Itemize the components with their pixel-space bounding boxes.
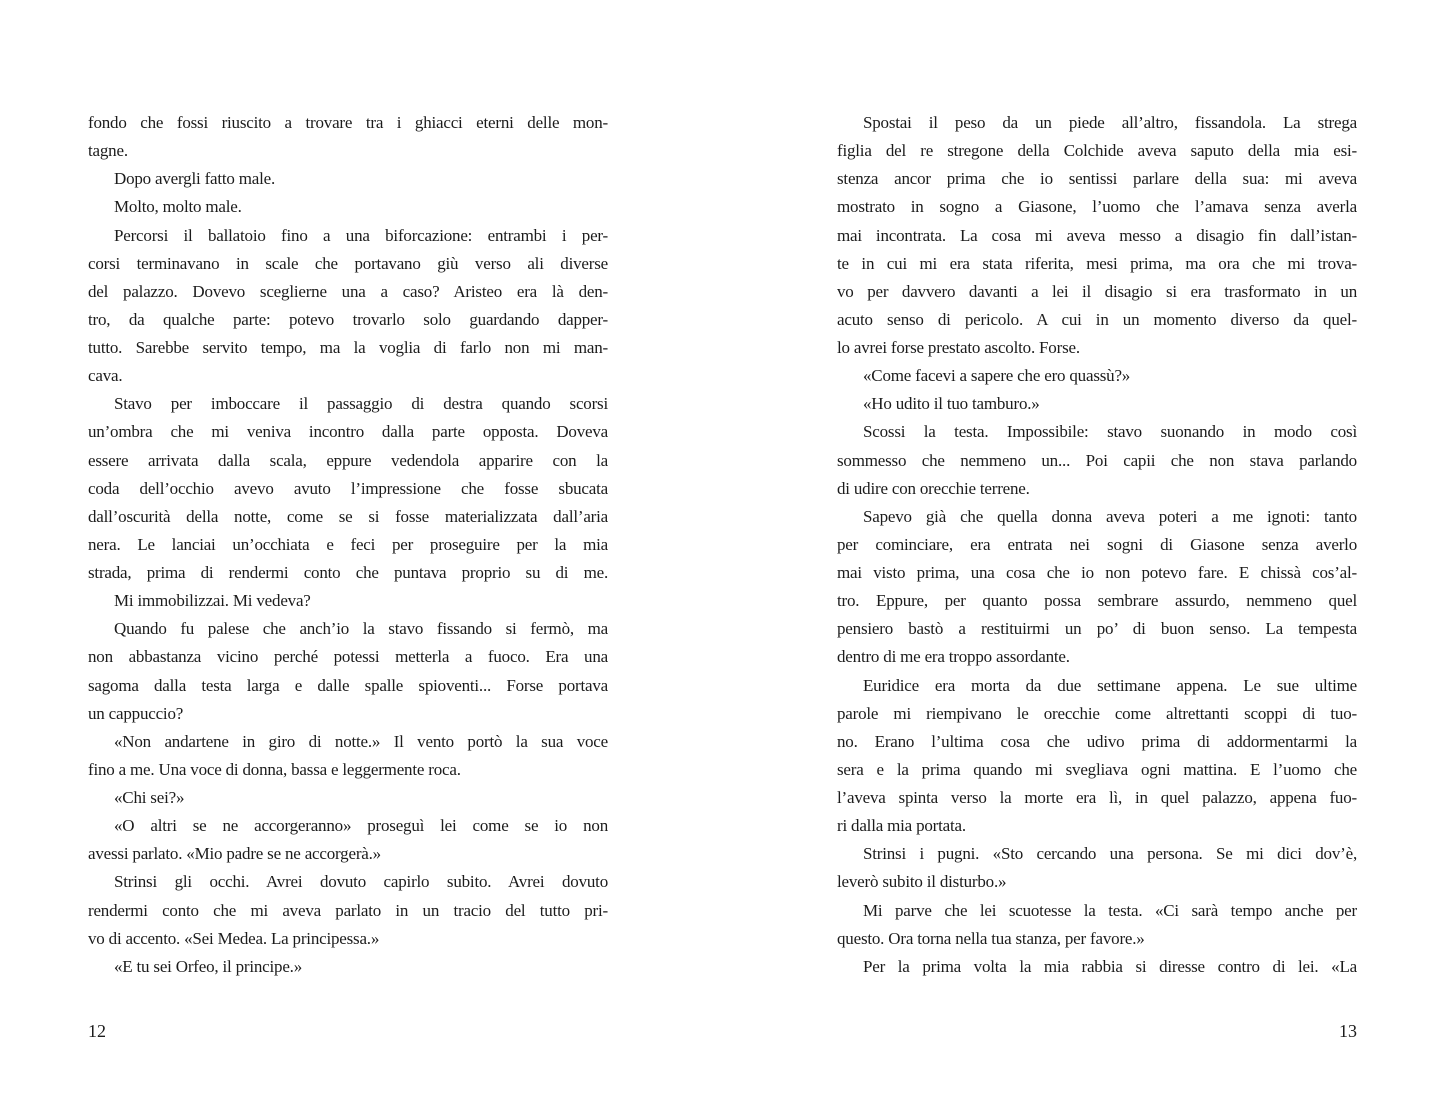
left-page-number: 12 (88, 1021, 106, 1041)
text-line: «E tu sei Orfeo, il principe.» (114, 956, 303, 976)
text-line: mai visto prima, una cosa che io non potevo fare. E chissà cos’al- (837, 563, 1357, 582)
text-line: fondo che fossi riuscito a trovare tra i ghiacci eterni delle mon- (88, 113, 608, 132)
text-line: Percorsi il ballatoio fino a una biforcazione: entrambi i per- (114, 225, 608, 245)
text-line: Scossi la testa. Impossibile: stavo suonando in modo così (863, 422, 1357, 442)
text-line: lo avrei forse prestato ascolto. Forse. (837, 338, 1080, 357)
text-line: un cappuccio? (88, 703, 184, 723)
text-line: «Chi sei?» (114, 788, 185, 807)
text-line: Strinsi i pugni. «Sto cercando una persona. Se mi dici dov’è, (863, 844, 1357, 864)
text-line: Per la prima volta la mia rabbia si diresse contro di lei. «La (863, 956, 1357, 976)
text-line: dall’oscurità della notte, come se si fosse materializzata dall’aria (88, 506, 608, 526)
text-line: Stavo per imboccare il passaggio di destra quando scorsi (114, 394, 608, 414)
text-line: vo per davvero davanti a lei il disagio si era trasformato in un (837, 281, 1357, 301)
text-line: leverò subito il disturbo.» (837, 872, 1007, 892)
text-line: figlia del re stregone della Colchide aveva saputo della mia esi- (837, 141, 1357, 161)
text-line: di udire con orecchie terrene. (837, 478, 1030, 498)
text-line: questo. Ora torna nella tua stanza, per favore.» (837, 928, 1145, 948)
text-line: fino a me. Una voce di donna, bassa e leggermente roca. (88, 759, 461, 779)
text-line: mai incontrata. La cosa mi aveva messo a disagio fin dall’istan- (837, 225, 1357, 245)
text-line: «O altri se ne accorgeranno» proseguì lei come se io non (114, 816, 608, 836)
text-line: sagoma dalla testa larga e dalle spalle spioventi... Forse portava (88, 675, 608, 695)
text-line: rendermi conto che mi aveva parlato in un tracio del tutto pri- (88, 900, 608, 920)
text-line: un’ombra che mi veniva incontro dalla parte opposta. Doveva (88, 422, 608, 442)
right-page-number: 13 (1339, 1021, 1357, 1041)
text-line: sommesso che nemmeno un... Poi capii che non stava parlando (837, 450, 1357, 470)
text-line: essere arrivata dalla scala, eppure vedendola apparire con la (88, 450, 608, 470)
text-line: Molto, molto male. (114, 197, 242, 217)
text-line: Strinsi gli occhi. Avrei dovuto capirlo subito. Avrei dovuto (114, 872, 608, 892)
text-line: Spostai il peso da un piede all’altro, fissandola. La strega (863, 113, 1357, 132)
text-line: tutto. Sarebbe servito tempo, ma la voglia di farlo non mi man- (88, 338, 608, 357)
left-page-text-block (88, 109, 608, 981)
text-line: tro, da qualche parte: potevo trovarlo solo guardando dapper- (88, 309, 608, 329)
text-line: avessi parlato. «Mio padre se ne accorgerà.» (88, 844, 381, 864)
text-line: del palazzo. Dovevo sceglierne una a caso? Aristeo era là den- (88, 281, 608, 301)
text-line: stenza ancor prima che io sentissi parlare della sua: mi aveva (837, 169, 1357, 189)
text-line: sera e la prima quando mi svegliava ogni mattina. E l’uomo che (837, 759, 1357, 779)
text-line: dentro di me era troppo assordante. (837, 647, 1070, 667)
text-line: Sapevo già che quella donna aveva poteri a me ignoti: tanto (863, 506, 1357, 526)
text-line: tagne. (88, 141, 128, 161)
text-line: ri dalla mia portata. (837, 816, 966, 836)
text-line: tro. Eppure, per quanto possa sembrare assurdo, nemmeno quel (837, 591, 1357, 611)
text-line: «Ho udito il tuo tamburo.» (863, 394, 1040, 414)
text-line: mostrato in sogno a Giasone, l’uomo che l’amava senza averla (837, 197, 1357, 217)
text-line: «Come facevi a sapere che ero quassù?» (863, 366, 1131, 386)
text-line: vo di accento. «Sei Medea. La principessa.» (88, 928, 380, 948)
text-line: parole mi riempivano le orecchie come altrettanti scoppi di tuo- (837, 703, 1357, 723)
text-line: «Non andartene in giro di notte.» Il vento portò la sua voce (114, 731, 608, 751)
text-line: no. Erano l’ultima cosa che udivo prima di addormentarmi la (837, 731, 1357, 751)
text-line: l’aveva spinta verso la morte era lì, in quel palazzo, appena fuo- (837, 788, 1357, 807)
right-page-text-block (837, 109, 1357, 981)
text-line: corsi terminavano in scale che portavano giù verso ali diverse (88, 253, 608, 273)
text-line: per cominciare, era entrata nei sogni di Giasone senza averlo (837, 534, 1357, 554)
text-line: Quando fu palese che anch’io la stavo fissando si fermò, ma (114, 619, 608, 639)
text-line: nera. Le lanciai un’occhiata e feci per proseguire per la mia (88, 534, 608, 554)
text-line: Dopo avergli fatto male. (114, 169, 276, 189)
text-line: Euridice era morta da due settimane appena. Le sue ultime (863, 675, 1357, 695)
text-line: Mi parve che lei scuotesse la testa. «Ci sarà tempo anche per (863, 900, 1357, 920)
text-line: pensiero bastò a restituirmi un po’ di buon senso. La tempesta (837, 619, 1357, 639)
text-line: acuto senso di pericolo. A cui in un momento diverso da quel- (837, 309, 1357, 329)
text-line: non abbastanza vicino perché potessi metterla a fuoco. Era una (88, 647, 608, 667)
text-line: strada, prima di rendermi conto che puntava proprio su di me. (88, 563, 608, 582)
text-line: cava. (88, 366, 123, 386)
text-line: te in cui mi era stata riferita, mesi prima, ma ora che mi trova- (837, 253, 1357, 273)
text-line: Mi immobilizzai. Mi vedeva? (114, 591, 311, 611)
text-line: coda dell’occhio avevo avuto l’impressione che fosse sbucata (88, 478, 608, 498)
